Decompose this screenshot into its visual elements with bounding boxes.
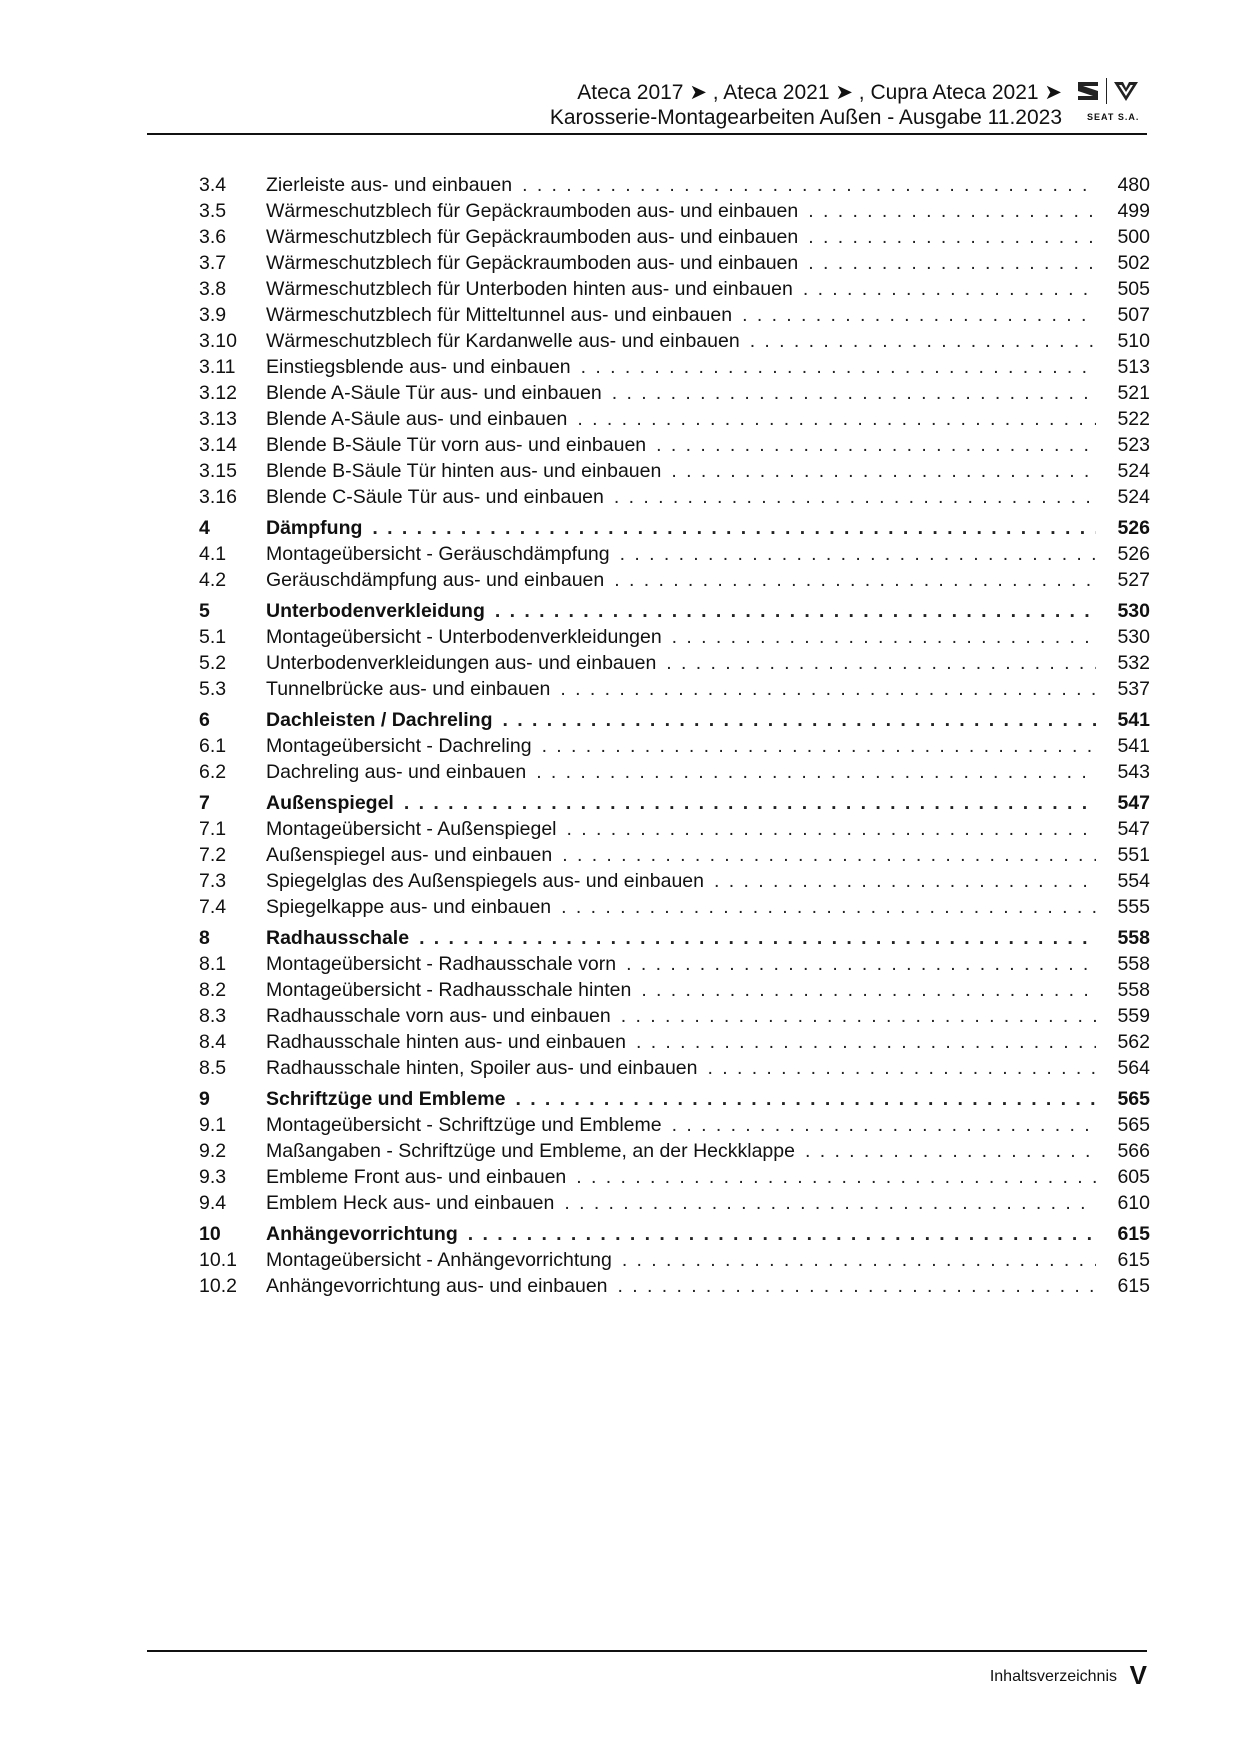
toc-row[interactable]: [199, 432, 1150, 458]
toc-page-number: 502: [1117, 252, 1150, 274]
toc-title: Montageübersicht - Dachreling: [266, 735, 532, 757]
toc-number: 3.15: [199, 460, 237, 482]
toc-title: Dämpfung: [266, 517, 363, 539]
toc-title: Montageübersicht - Geräuschdämpfung: [266, 543, 610, 565]
toc-leader-dots: [808, 250, 1096, 276]
toc-title: Geräuschdämpfung aus- und einbauen: [266, 569, 605, 591]
toc-leader-dots: [671, 458, 1096, 484]
toc-number: 10.1: [199, 1249, 237, 1271]
toc-leader-dots: [515, 1086, 1096, 1112]
toc-title: Tunnelbrücke aus- und einbauen: [266, 678, 551, 700]
toc-page-number: 605: [1117, 1166, 1150, 1188]
footer-page-number: V: [1129, 1660, 1147, 1690]
toc-page-number: 522: [1117, 408, 1150, 430]
toc-title: Zierleiste aus- und einbauen: [266, 174, 513, 196]
toc-chapter-row[interactable]: [199, 598, 1150, 624]
toc-leader-dots: [808, 198, 1096, 224]
toc-title: Radhausschale: [266, 927, 410, 949]
toc-row[interactable]: [199, 650, 1150, 676]
toc-page-number: 559: [1117, 1005, 1150, 1027]
toc-title: Blende A-Säule Tür aus- und einbauen: [266, 382, 602, 404]
toc-leader-dots: [503, 707, 1097, 733]
logo-divider: [1106, 78, 1107, 104]
toc-leader-dots: [562, 842, 1096, 868]
logo-caption: SEAT S.A.: [1087, 112, 1140, 122]
toc-row[interactable]: [199, 733, 1150, 759]
toc-row[interactable]: [199, 541, 1150, 567]
toc-title: Außenspiegel: [266, 792, 394, 814]
toc-page-number: 530: [1117, 600, 1150, 622]
toc-number: 7.2: [199, 844, 227, 866]
toc-page-number: 499: [1117, 200, 1150, 222]
toc-page-number: 547: [1117, 792, 1150, 814]
toc-row[interactable]: [199, 676, 1150, 702]
toc-leader-dots: [742, 302, 1096, 328]
toc-number: 5.1: [199, 626, 227, 648]
toc-leader-dots: [808, 224, 1096, 250]
toc-number: 3.12: [199, 382, 237, 404]
toc-page-number: 532: [1117, 652, 1150, 674]
toc-number: 5.2: [199, 652, 227, 674]
toc-row[interactable]: [199, 868, 1150, 894]
toc-page-number: 558: [1117, 979, 1150, 1001]
toc-number: 8.3: [199, 1005, 227, 1027]
toc-leader-dots: [750, 328, 1096, 354]
toc-title: Maßangaben - Schriftzüge und Embleme, an der Heckklappe: [266, 1140, 795, 1162]
toc-leader-dots: [561, 894, 1096, 920]
toc-leader-dots: [542, 733, 1096, 759]
toc-chapter-row[interactable]: [199, 1086, 1150, 1112]
toc-leader-dots: [621, 1003, 1096, 1029]
toc-number: 3.14: [199, 434, 237, 456]
toc-number: 6.2: [199, 761, 227, 783]
toc-number: 3.10: [199, 330, 237, 352]
toc-number: 8.5: [199, 1057, 227, 1079]
toc-page-number: 505: [1117, 278, 1150, 300]
toc-row[interactable]: [199, 198, 1150, 224]
toc-leader-dots: [618, 1273, 1096, 1299]
toc-chapter-row[interactable]: [199, 790, 1150, 816]
toc-leader-dots: [614, 567, 1096, 593]
toc-title: Radhausschale vorn aus- und einbauen: [266, 1005, 611, 1027]
toc-number: 3.9: [199, 304, 227, 326]
toc-row[interactable]: [199, 567, 1150, 593]
toc-number: 9: [199, 1088, 210, 1110]
toc-leader-dots: [581, 354, 1096, 380]
toc-title: Montageübersicht - Schriftzüge und Embleme: [266, 1114, 662, 1136]
toc-leader-dots: [672, 1112, 1096, 1138]
toc-leader-dots: [612, 380, 1096, 406]
header-rule: [147, 133, 1147, 135]
toc-number: 4.1: [199, 543, 227, 565]
toc-leader-dots: [666, 650, 1096, 676]
toc-leader-dots: [614, 484, 1096, 510]
toc-page-number: 526: [1117, 543, 1150, 565]
toc-title: Unterbodenverkleidung: [266, 600, 485, 622]
toc-row[interactable]: [199, 458, 1150, 484]
toc-page-number: 521: [1117, 382, 1150, 404]
toc-number: 3.8: [199, 278, 227, 300]
toc-row[interactable]: [199, 1164, 1150, 1190]
header-titles: [550, 80, 1062, 130]
footer-rule: [147, 1650, 1147, 1652]
toc-row[interactable]: [199, 354, 1150, 380]
toc-title: Montageübersicht - Unterbodenverkleidungen: [266, 626, 662, 648]
toc-number: 3.6: [199, 226, 227, 248]
toc-title: Dachreling aus- und einbauen: [266, 761, 527, 783]
toc-row[interactable]: [199, 276, 1150, 302]
toc-page-number: 524: [1117, 460, 1150, 482]
toc-page-number: 530: [1117, 626, 1150, 648]
toc-page-number: 541: [1117, 735, 1150, 757]
toc-leader-dots: [803, 276, 1096, 302]
toc-number: 3.13: [199, 408, 237, 430]
toc-row[interactable]: [199, 759, 1150, 785]
toc-title: Montageübersicht - Anhängevorrichtung: [266, 1249, 612, 1271]
toc-number: 10: [199, 1223, 221, 1245]
toc-title: Schriftzüge und Embleme: [266, 1088, 506, 1110]
toc-number: 3.16: [199, 486, 237, 508]
toc-page-number: 565: [1117, 1114, 1150, 1136]
toc-page-number: 558: [1117, 927, 1150, 949]
toc-title: Spiegelkappe aus- und einbauen: [266, 896, 552, 918]
toc-title: Emblem Heck aus- und einbauen: [266, 1192, 555, 1214]
toc-number: 4.2: [199, 569, 227, 591]
toc-row[interactable]: [199, 380, 1150, 406]
toc-leader-dots: [564, 1190, 1096, 1216]
header-title-models: Ateca 2017 ➤ , Ateca 2021 ➤ , Cupra Ateca 2021 ➤: [577, 81, 1062, 104]
toc-number: 7.4: [199, 896, 227, 918]
toc-number: 3.11: [199, 356, 236, 378]
toc-title: Montageübersicht - Radhausschale hinten: [266, 979, 632, 1001]
toc-page-number: 510: [1117, 330, 1150, 352]
toc-page-number: 500: [1117, 226, 1150, 248]
toc-title: Radhausschale hinten aus- und einbauen: [266, 1031, 626, 1053]
toc-row[interactable]: [199, 951, 1150, 977]
toc-title: Wärmeschutzblech für Gepäckraumboden aus- und einbauen: [266, 226, 799, 248]
toc-chapter-row[interactable]: [199, 707, 1150, 733]
page-header: [147, 70, 1147, 136]
toc-page-number: 555: [1117, 896, 1150, 918]
toc-page-number: 562: [1117, 1031, 1150, 1053]
toc-leader-dots: [468, 1221, 1096, 1247]
toc-leader-dots: [560, 676, 1096, 702]
toc-leader-dots: [626, 951, 1096, 977]
toc-title: Blende B-Säule Tür vorn aus- und einbauen: [266, 434, 647, 456]
toc-title: Anhängevorrichtung aus- und einbauen: [266, 1275, 608, 1297]
toc-chapter-row[interactable]: [199, 1221, 1150, 1247]
toc-page-number: 513: [1117, 356, 1150, 378]
brand-logos: [1071, 74, 1141, 126]
toc-title: Außenspiegel aus- und einbauen: [266, 844, 553, 866]
toc-number: 5.3: [199, 678, 227, 700]
toc-row[interactable]: [199, 816, 1150, 842]
toc-page-number: 543: [1117, 761, 1150, 783]
toc-row[interactable]: [199, 894, 1150, 920]
toc-number: 9.1: [199, 1114, 227, 1136]
toc-page-number: 551: [1117, 844, 1150, 866]
toc-row[interactable]: [199, 1003, 1150, 1029]
toc-title: Embleme Front aus- und einbauen: [266, 1166, 567, 1188]
footer-section-label: Inhaltsverzeichnis: [989, 1668, 1117, 1685]
toc-page-number: 610: [1117, 1192, 1150, 1214]
toc-number: 3.7: [199, 252, 227, 274]
toc-leader-dots: [495, 598, 1096, 624]
toc-title: Montageübersicht - Radhausschale vorn: [266, 953, 617, 975]
toc-title: Einstiegsblende aus- und einbauen: [266, 356, 571, 378]
toc-title: Wärmeschutzblech für Mitteltunnel aus- und einbauen: [266, 304, 733, 326]
toc-number: 9.2: [199, 1140, 227, 1162]
toc-page-number: 480: [1117, 174, 1150, 196]
toc-title: Anhängevorrichtung: [266, 1223, 458, 1245]
toc-leader-dots: [636, 1029, 1096, 1055]
toc-number: 4: [199, 517, 210, 539]
toc-number: 7.1: [199, 818, 227, 840]
toc-number: 8.4: [199, 1031, 227, 1053]
toc-leader-dots: [577, 406, 1096, 432]
table-of-contents: [199, 172, 1150, 1299]
header-title-manual: Karosserie-Montagearbeiten Außen - Ausgabe 11.2023: [549, 106, 1062, 129]
toc-row[interactable]: [199, 1029, 1150, 1055]
toc-leader-dots: [372, 515, 1096, 541]
toc-row[interactable]: [199, 224, 1150, 250]
toc-leader-dots: [656, 432, 1096, 458]
toc-row[interactable]: [199, 406, 1150, 432]
toc-number: 7: [199, 792, 210, 814]
toc-row[interactable]: [199, 484, 1150, 510]
toc-row[interactable]: [199, 250, 1150, 276]
toc-number: 8: [199, 927, 210, 949]
toc-chapter-row[interactable]: [199, 515, 1150, 541]
toc-number: 9.4: [199, 1192, 227, 1214]
toc-title: Wärmeschutzblech für Gepäckraumboden aus- und einbauen: [266, 200, 799, 222]
toc-row[interactable]: [199, 1112, 1150, 1138]
toc-page-number: 523: [1117, 434, 1150, 456]
toc-leader-dots: [805, 1138, 1096, 1164]
toc-page-number: 564: [1117, 1057, 1150, 1079]
toc-leader-dots: [622, 1247, 1096, 1273]
seat-logo-icon: [1076, 80, 1100, 102]
toc-row[interactable]: [199, 172, 1150, 198]
toc-row[interactable]: [199, 624, 1150, 650]
toc-number: 6: [199, 709, 210, 731]
toc-chapter-row[interactable]: [199, 925, 1150, 951]
toc-page-number: 566: [1117, 1140, 1150, 1162]
toc-row[interactable]: [199, 1190, 1150, 1216]
toc-number: 3.5: [199, 200, 227, 222]
toc-page-number: 537: [1117, 678, 1150, 700]
toc-leader-dots: [576, 1164, 1096, 1190]
toc-leader-dots: [419, 925, 1096, 951]
toc-page-number: 526: [1117, 517, 1150, 539]
toc-row[interactable]: [199, 1138, 1150, 1164]
cupra-logo-icon: [1113, 80, 1139, 102]
toc-title: Montageübersicht - Außenspiegel: [266, 818, 557, 840]
toc-page-number: 507: [1117, 304, 1150, 326]
toc-number: 8.2: [199, 979, 227, 1001]
toc-page-number: 558: [1117, 953, 1150, 975]
toc-title: Radhausschale hinten, Spoiler aus- und einbauen: [266, 1057, 698, 1079]
toc-page-number: 615: [1117, 1223, 1150, 1245]
toc-leader-dots: [536, 759, 1096, 785]
toc-title: Blende B-Säule Tür hinten aus- und einbauen: [266, 460, 662, 482]
toc-page-number: 541: [1117, 709, 1150, 731]
toc-title: Wärmeschutzblech für Gepäckraumboden aus- und einbauen: [266, 252, 799, 274]
toc-title: Blende C-Säule Tür aus- und einbauen: [266, 486, 604, 508]
toc-page-number: 527: [1117, 569, 1150, 591]
toc-leader-dots: [714, 868, 1096, 894]
toc-row[interactable]: [199, 977, 1150, 1003]
toc-number: 9.3: [199, 1166, 227, 1188]
toc-row[interactable]: [199, 1055, 1150, 1081]
toc-page-number: 565: [1117, 1088, 1150, 1110]
toc-number: 5: [199, 600, 210, 622]
toc-row[interactable]: [199, 842, 1150, 868]
toc-title: Blende A-Säule aus- und einbauen: [266, 408, 568, 430]
toc-leader-dots: [672, 624, 1096, 650]
toc-title: Spiegelglas des Außenspiegels aus- und einbauen: [266, 870, 704, 892]
toc-page-number: 554: [1117, 870, 1150, 892]
toc-title: Wärmeschutzblech für Kardanwelle aus- und einbauen: [266, 330, 740, 352]
toc-row[interactable]: [199, 1247, 1150, 1273]
toc-number: 10.2: [199, 1275, 237, 1297]
toc-row[interactable]: [199, 1273, 1150, 1299]
toc-leader-dots: [404, 790, 1096, 816]
toc-page-number: 615: [1117, 1275, 1150, 1297]
toc-leader-dots: [707, 1055, 1096, 1081]
toc-page-number: 615: [1117, 1249, 1150, 1271]
toc-leader-dots: [620, 541, 1096, 567]
toc-title: Wärmeschutzblech für Unterboden hinten aus- und einbauen: [266, 278, 793, 300]
toc-number: 3.4: [199, 174, 227, 196]
toc-page-number: 524: [1117, 486, 1150, 508]
toc-row[interactable]: [199, 328, 1150, 354]
toc-page-number: 547: [1117, 818, 1150, 840]
toc-title: Dachleisten / Dachreling: [266, 709, 493, 731]
toc-row[interactable]: [199, 302, 1150, 328]
toc-leader-dots: [641, 977, 1096, 1003]
toc-number: 8.1: [199, 953, 227, 975]
toc-title: Unterbodenverkleidungen aus- und einbauen: [266, 652, 657, 674]
toc-leader-dots: [522, 172, 1096, 198]
toc-leader-dots: [567, 816, 1096, 842]
toc-number: 7.3: [199, 870, 227, 892]
toc-number: 6.1: [199, 735, 227, 757]
